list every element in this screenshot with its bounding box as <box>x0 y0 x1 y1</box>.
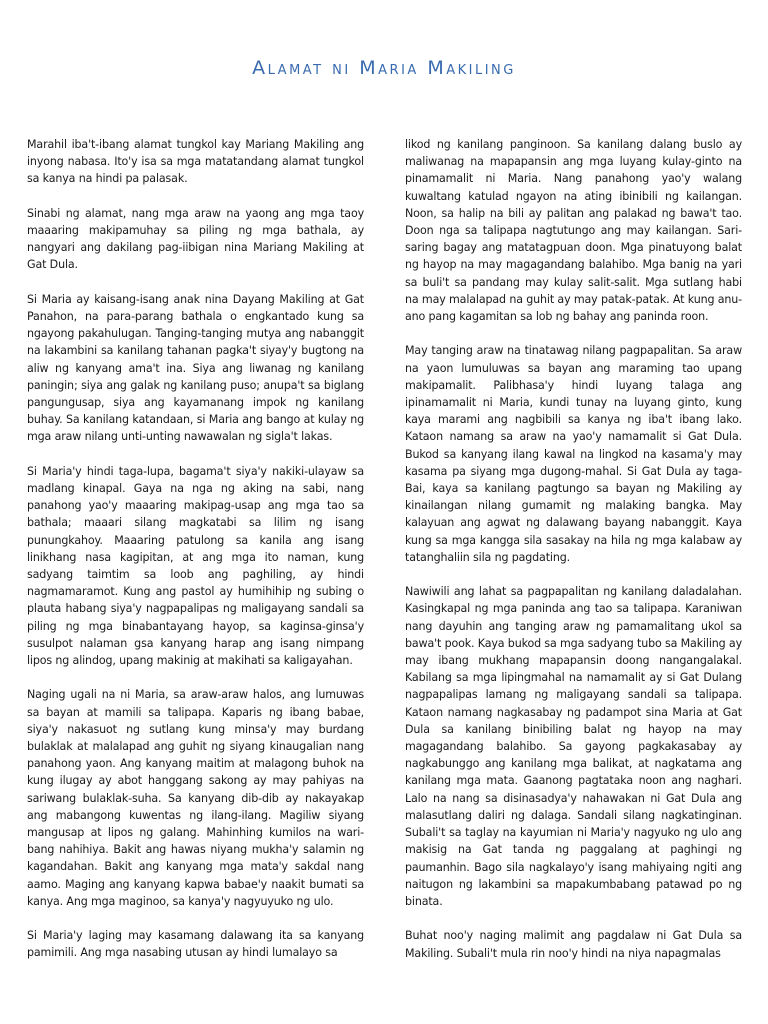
document-title: Alamat ni Maria Makiling <box>252 57 516 79</box>
right-column <box>405 136 742 962</box>
paragraph: Si Maria ay kaisang-isang anak nina Dayang Makiling at Gat Panahon, na para-parang bathala o engkantado kung sa ngayong pakahulugan. Tanging-tanging mutya ang nabanggit na lakambini sa kanilang tahanan pagka't siyay'y bugtong na aliw ng kanyang ama't ina. Siya ang liwanag ng kanilang paningin; siya ang galak ng kanilang puso; anupa't sa biglang pangungusap, siya ang kayamanang impok ng kanilang buhay. Sa kanilang katandaan, si Maria ang bango at kulay ng mga araw nilang unti-unting nawawalan ng sigla't lakas. <box>27 292 364 444</box>
paragraph: Naging ugali na ni Maria, sa araw-araw halos, ang lumuwas sa bayan at mamili sa talipapa. Kaparis ng ibang babae, siya'y nakasuot ng sutlang kung minsa'y may burdang bulaklak at malalapad ang guhit ng siyang kinaugalian nang panahong yaon. Ang kanyang maitim at malagong buhok na kung ilugay ay abot hanggang sakong ay may pahiyas na sariwang bulaklak-suha. Sa kanyang dib-dib ay nakayakap ang mabangong kuwentas ng ilang-ilang. Magiliw siyang mangusap at lipos ng galang. Mahinhing kumilos na wari-bang nahihiya. Bakit ang hawas niyang mukha'y salamin ng kagandahan. Bakit ang kanyang mga mata'y sakdal nang aamo. Maging ang kanyang kapwa babae'y naakit bumati sa kanya. Ang mga maginoo, sa kanya'y nagyuyuko ng ulo. <box>27 688 364 908</box>
paragraph: Si Maria'y hindi taga-lupa, bagama't siya'y nakiki-ulayaw sa madlang kinapal. Gaya na nga ng aking na sabi, nang panahong yao'y maaaring makipag-usap ang mga tao sa bathala; maaari silang magkatabi sa lilim ng isang punungkahoy. Maaaring patulong sa kanila ang isang linikhang nasa kagipitan, at ang mga ito naman, kung sadyang taimtim sa loob ang paghiling, ay hindi nagmamaramot. Kung ang pastol ay humihihip ng subing o plauta habang siya'y nagpapalipas ng maligayang sandali sa piling ng mga binabantayang hayop, sa kaginsa-ginsa'y susulpot nalaman gsa kanyang harap ang isang nimpang lipos ng alindog, upang makinig at makihati sa kaligayahan. <box>27 464 364 668</box>
left-column <box>27 136 364 962</box>
paragraph: May tanging araw na tinatawag nilang pagpapalitan. Sa araw na yaon lumuluwas sa bayan ang maraming tao upang makipamalit. Palibhasa'y hindi luyang talaga ang ipinamamalit ni Maria, kundi tunay na luyang ginto, kung kaya marami ang nagbibili sa kanya ng iba't ibang lako. Kataon namang sa araw na yao'y namamalit si Gat Dula. Bukod sa kanyang ilang kawal na lingkod na kasama'y may kasama pa siyang mga dugong-mahal. Si Gat Dula ay taga-Bai, kaya sa kanilang pagtungo sa bayan ng Makiling ay kinailangan nilang gumamit ng malaking bangka. May kalayuan ang agwat ng dalawang bayang nabanggit. Kaya kung sa mga kangga sila sasakay na hila ng mga kalabaw ay tatanghaliin sila ng pagdating. <box>405 344 742 564</box>
paragraph: likod ng kanilang panginoon. Sa kanilang dalang buslo ay maliwanag na mapapansin ang mga luyang kulay-ginto na pinamamalit ni Maria. Nang panahong yao'y walang kuwaltang katulad ngayon na ating ibinibili ng kailangan. Noon, sa halip na bili ay palitan ang palakad ng bawa't tao. Doon nga sa talipapa nagtutungo ang may kailangan. Sari-saring bagay ang matatagpuan doon. Mga pinatuyong balat ng hayop na may magagandang balahibo. Mga banig na yari sa buli't sa pandang may kulay salit-salit. Mga sutlang habi na may malalapad na guhit ay may patak-patak. At kung anu-ano pang kagamitan sa lob ng bahay ang paninda roon. <box>405 138 742 324</box>
paragraph: Nawiwili ang lahat sa pagpapalitan ng kanilang daladalahan. Kasingkapal ng mga paninda ang tao sa talipapa. Karaniwan nang dayuhin ang tanging araw ng pamamalitang ukol sa bawa't pook. Kaya bukod sa mga sadyang tubo sa Makiling ay may ibang mukhang mapapansin doong nangangalakal. Kabilang sa mga lipingmahal na namamalit ay si Gat Dulang nagpapalipas lamang ng maligayang sandali sa talipapa. Kataon namang nagkasabay ng padampot sina Maria at Gat Dula sa kanilang binibiling balat ng hayop na may magagandang balahibo. Sa gayong pagkakasabay ay nagkabunggo ang kanilang mga balikat, at nagkatama ang kanilang mga mata. Gaanong pagtataka noon ang naghari. Lalo na nang sa disinasadya'y nahawakan ni Gat Dula ang malasutlang daliri ng dalaga. Sandali silang nagkatinginan. Subali't sa taglay na kayumian ni Maria'y nagyuko ng ulo ang makisig na Gat tanda ng paggalang at paghingi ng paumanhin. Bago sila nagkalayo'y isang mahiyaing ngiti ang naitugon ng lakambini sa mapakumbabang patawad po ng binata. <box>405 585 742 908</box>
paragraph: Si Maria'y laging may kasamang dalawang ita sa kanyang pamimili. Ang mga nasabing utusan ay hindi lumalayo sa <box>27 929 364 960</box>
paragraph: Sinabi ng alamat, nang mga araw na yaong ang mga taoy maaaring makipamuhay sa piling ng mga bathala, ay nangyari ang dakilang pag-iibigan nina Mariang Makiling at Gat Dula. <box>27 206 364 272</box>
paragraph: Marahil iba't-ibang alamat tungkol kay Mariang Makiling ang inyong nabasa. Ito'y isa sa mga matatandang alamat tungkol sa kanya na hindi pa palasak. <box>27 138 364 186</box>
paragraph: Buhat noo'y naging malimit ang pagdalaw ni Gat Dula sa Makiling. Subali't mula rin noo'y hindi na niya napagmalas <box>405 929 742 960</box>
